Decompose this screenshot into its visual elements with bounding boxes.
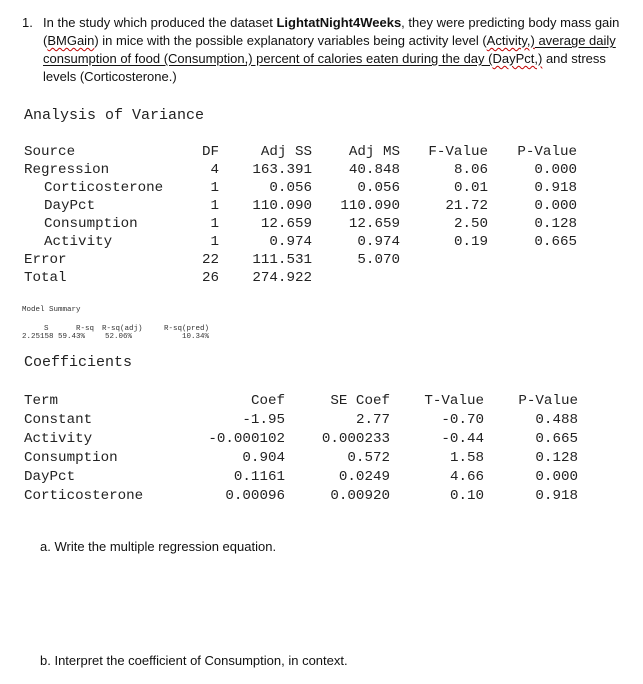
question-text-part: , they were predicting body mass gain ( [43,15,620,48]
coef-tvalue-cell: 1.58 [449,450,484,466]
anova-df-cell: 1 [210,216,219,232]
coef-value-cell: 0.1161 [233,469,285,485]
anova-source-cell: Error [24,252,67,268]
anova-adjss-cell: 0.974 [269,234,312,250]
anova-header-pvalue: P-Value [517,144,577,160]
anova-header-adjss: Adj SS [260,144,312,160]
anova-pvalue-cell: 0.000 [534,162,577,178]
coef-value-cell: -1.95 [242,412,285,428]
coef-tvalue-cell: 0.10 [449,488,484,504]
anova-fvalue-cell: 21.72 [445,198,488,214]
coef-tvalue-cell: 4.66 [449,469,484,485]
anova-pvalue-cell: 0.000 [534,198,577,214]
coef-se-cell: 0.0249 [338,469,390,485]
anova-source-cell: Total [24,270,67,286]
coefficients-title: Coefficients [24,354,133,371]
coef-header-term: Term [24,393,59,409]
anova-pvalue-cell: 0.918 [534,180,577,196]
anova-source-cell: Corticosterone [44,180,164,196]
coef-header-tvalue: T-Value [424,393,484,409]
anova-adjms-cell: 110.090 [340,198,400,214]
anova-header-df: DF [201,144,219,160]
ms-value-rsqpred: 10.34% [182,333,210,341]
anova-source-cell: DayPct [44,198,96,214]
coef-header-pvalue: P-Value [518,393,578,409]
anova-adjms-cell: 5.070 [357,252,400,268]
ms-header-rsqadj: R-sq(adj) [102,325,143,333]
coef-header-row [24,392,578,411]
coef-tvalue-cell: -0.70 [441,412,484,428]
anova-adjss-cell: 110.090 [252,198,312,214]
question-text-part: and stress levels (Corticosterone.) [43,51,606,84]
coef-header-coef: Coef [250,393,285,409]
anova-adjss-cell: 274.922 [252,270,312,286]
anova-df-cell: 1 [210,234,219,250]
part-b-prompt: b. Interpret the coefficient of Consumption, in context. [40,653,348,668]
coef-term-cell: Consumption [24,450,118,466]
anova-adjss-cell: 111.531 [252,252,312,268]
anova-adjms-cell: 12.659 [348,216,400,232]
anova-fvalue-cell: 8.06 [453,162,488,178]
anova-adjss-cell: 12.659 [260,216,312,232]
anova-adjss-cell: 0.056 [269,180,312,196]
anova-adjms-cell: 0.056 [357,180,400,196]
coef-term-cell: DayPct [24,469,76,485]
anova-title: Analysis of Variance [24,107,205,124]
anova-fvalue-cell: 2.50 [453,216,488,232]
model-summary-title: Model Summary [22,306,81,314]
coef-value-cell: 0.00096 [225,488,285,504]
coef-pvalue-cell: 0.488 [535,412,578,428]
anova-header-source: Source [24,144,76,160]
dataset-name: LightatNight4Weeks [276,15,402,30]
part-a-prompt: a. Write the multiple regression equation. [40,539,277,554]
coef-header-secoef: SE Coef [330,393,390,409]
coef-se-cell: 2.77 [355,412,390,428]
ms-header-rsq: R-sq [76,325,95,333]
question-intro: In the study which produced the dataset [43,15,273,30]
question-text [43,14,635,86]
anova-adjms-cell: 40.848 [348,162,400,178]
anova-source-cell: Consumption [44,216,138,232]
ms-value-s: 2.25158 [22,333,54,341]
question-number: 1. [22,15,33,30]
coef-term-cell: Constant [24,412,93,428]
anova-pvalue-cell: 0.128 [534,216,577,232]
coef-se-cell: 0.572 [347,450,390,466]
coef-pvalue-cell: 0.000 [535,469,578,485]
anova-df-cell: 1 [210,180,219,196]
anova-df-cell: 22 [201,252,219,268]
anova-header-adjms: Adj MS [348,144,400,160]
response-variable: BMGain [47,33,95,48]
question-text-part: ) in mice with the possible explanatory variables being activity level ( [94,33,487,48]
coef-term-cell: Activity [24,431,93,447]
coef-tvalue-cell: -0.44 [441,431,484,447]
coef-se-cell: 0.000233 [321,431,390,447]
anova-header-row [24,143,577,161]
coef-value-cell: 0.904 [242,450,285,466]
anova-df-cell: 26 [201,270,219,286]
ms-header-rsqpred: R-sq(pred) [164,325,210,333]
anova-adjms-cell: 0.974 [357,234,400,250]
ms-value-rsq: 59.43% [58,333,86,341]
coef-pvalue-cell: 0.918 [535,488,578,504]
activity-variable: Activity,) [486,33,535,48]
question-text-part: average daily consumption of food (Consumption,) percent of calories eaten during the day ( [43,33,616,66]
daypct-variable: DayPct,) [492,51,543,66]
anova-df-cell: 4 [210,162,219,178]
ms-value-rsqadj: 52.06% [105,333,133,341]
coef-value-cell: -0.000102 [208,431,285,447]
anova-pvalue-cell: 0.665 [534,234,577,250]
coef-se-cell: 0.00920 [330,488,390,504]
anova-fvalue-cell: 0.19 [453,234,488,250]
coef-pvalue-cell: 0.665 [535,431,578,447]
coef-pvalue-cell: 0.128 [535,450,578,466]
anova-source-cell: Activity [44,234,113,250]
anova-source-cell: Regression [24,162,110,178]
ms-header-s: S [44,325,49,333]
anova-df-cell: 1 [210,198,219,214]
coef-term-cell: Corticosterone [24,488,144,504]
anova-fvalue-cell: 0.01 [453,180,488,196]
anova-adjss-cell: 163.391 [252,162,312,178]
anova-header-fvalue: F-Value [428,144,488,160]
